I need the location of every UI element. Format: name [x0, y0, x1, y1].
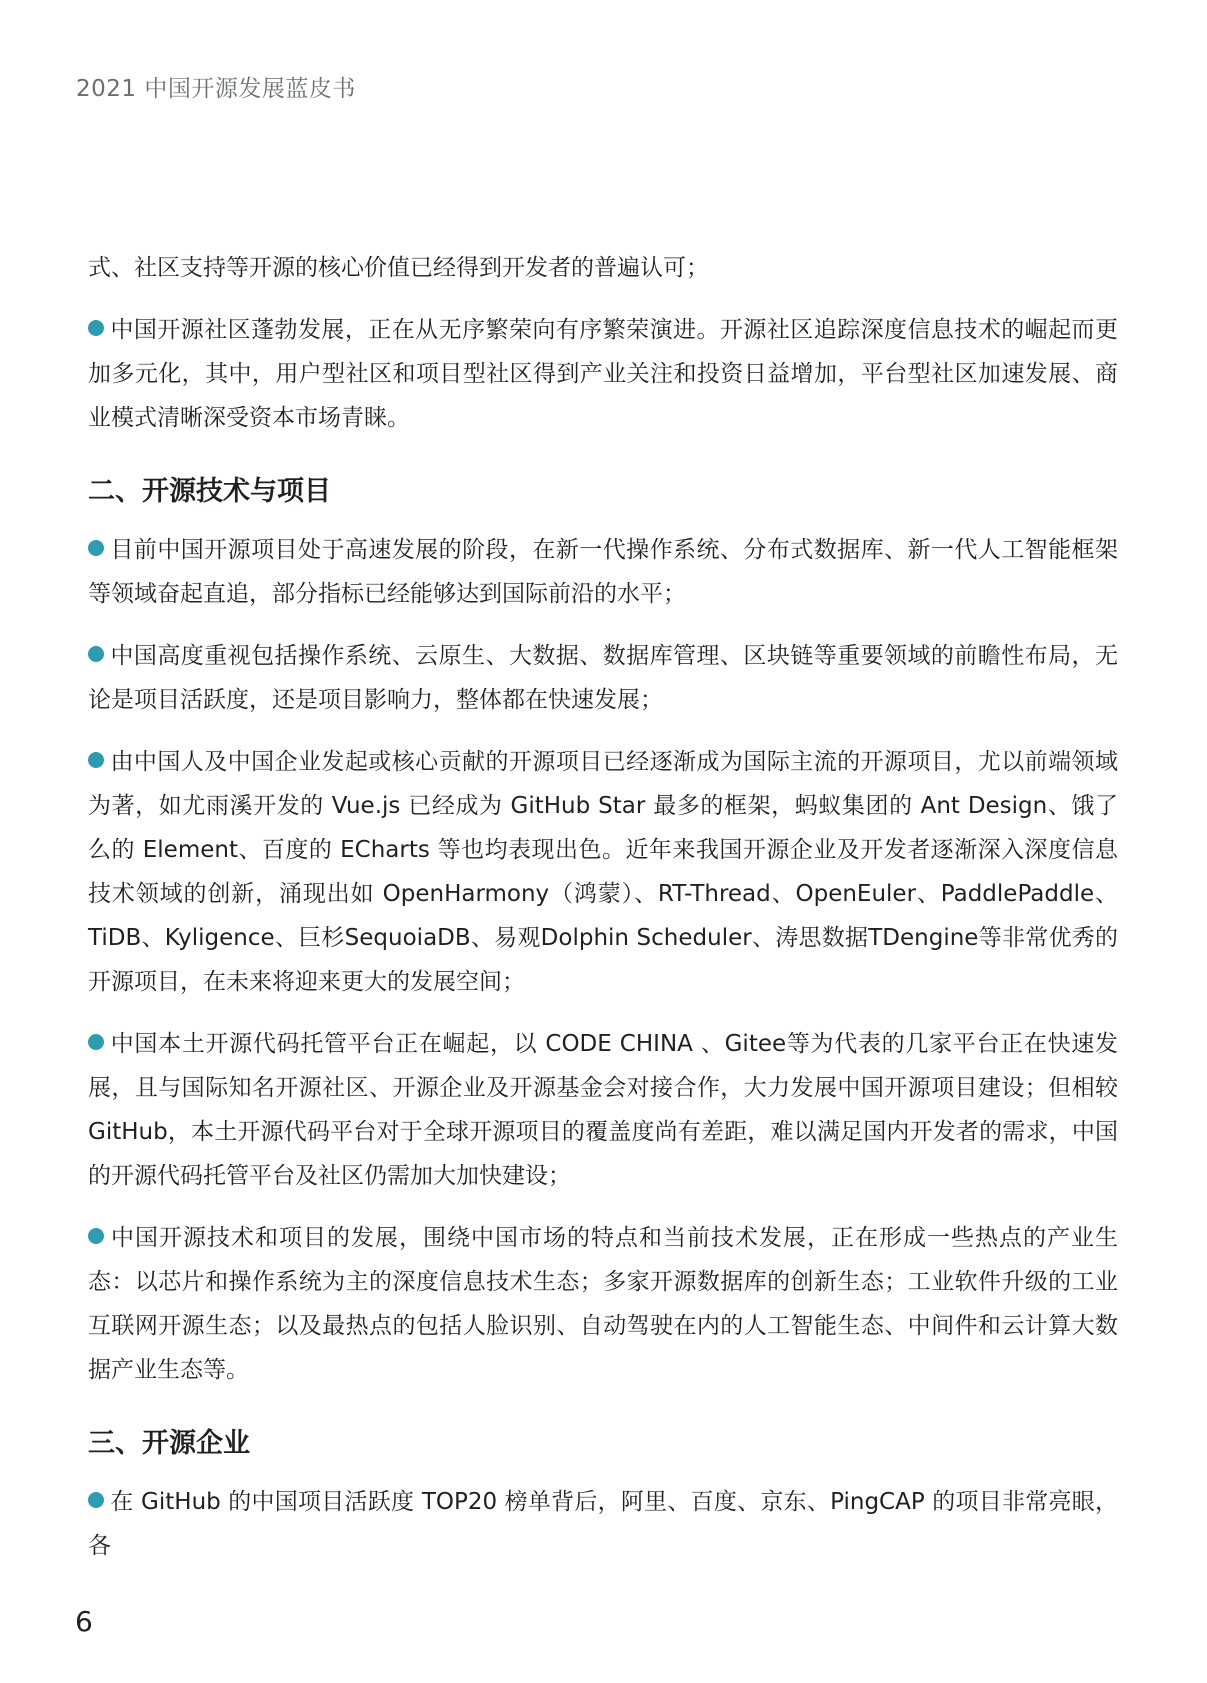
bullet-paragraph	[88, 308, 1118, 440]
bullet-dot-icon	[88, 1228, 104, 1244]
bullet-dot-icon	[88, 1034, 104, 1050]
page-body	[88, 246, 1118, 1586]
paragraph-text: 中国高度重视包括操作系统、云原生、大数据、数据库管理、区块链等重要领域的前瞻性布局，无论是项目活跃度，还是项目影响力，整体都在快速发展；	[88, 643, 1118, 713]
bullet-dot-icon	[88, 646, 104, 662]
bullet-dot-icon	[88, 540, 104, 556]
bullet-paragraph	[88, 528, 1118, 616]
section-heading: 二、开源技术与项目	[88, 476, 331, 507]
paragraph-text: 由中国人及中国企业发起或核心贡献的开源项目已经逐渐成为国际主流的开源项目，尤以前端领域为著，如尤雨溪开发的 Vue.js 已经成为 GitHub Star 最多的框架，蚂蚁集团的 Ant Design、饿了么的 Element、百度的 ECharts 等也均表现出色。近年来我国开源企业及开发者逐渐深入深度信息技术领域的创新，涌现出如 OpenHarmony（鸿蒙）、RT-Thread、OpenEuler、PaddlePaddle、TiDB、Kyligence、巨杉SequoiaDB、易观Dolphin Scheduler、涛思数据TDengine等非常优秀的开源项目，在未来将迎来更大的发展空间；	[88, 749, 1118, 995]
bullet-dot-icon	[88, 1492, 104, 1508]
bullet-paragraph	[88, 1216, 1118, 1392]
paragraph-text: 在 GitHub 的中国项目活跃度 TOP20 榜单背后，阿里、百度、京东、PingCAP 的项目非常亮眼，各	[88, 1489, 1118, 1559]
paragraph-text: 中国本土开源代码托管平台正在崛起，以 CODE CHINA 、Gitee等为代表的几家平台正在快速发展，且与国际知名开源社区、开源企业及开源基金会对接合作，大力发展中国开源项目建设；但相较GitHub，本土开源代码平台对于全球开源项目的覆盖度尚有差距，难以满足国内开发者的需求，中国的开源代码托管平台及社区仍需加大加快建设；	[88, 1031, 1118, 1189]
paragraph-text: 目前中国开源项目处于高速发展的阶段，在新一代操作系统、分布式数据库、新一代人工智能框架等领域奋起直追，部分指标已经能够达到国际前沿的水平；	[88, 537, 1118, 607]
paragraph-text: 中国开源技术和项目的发展，围绕中国市场的特点和当前技术发展，正在形成一些热点的产业生态：以芯片和操作系统为主的深度信息技术生态；多家开源数据库的创新生态；工业软件升级的工业互联网开源生态；以及最热点的包括人脸识别、自动驾驶在内的人工智能生态、中间件和云计算大数据产业生态等。	[88, 1225, 1118, 1383]
running-header: 2021 中国开源发展蓝皮书	[76, 76, 356, 102]
bullet-paragraph	[88, 740, 1118, 1004]
paragraph-text: 式、社区支持等开源的核心价值已经得到开发者的普遍认可；	[88, 255, 709, 281]
bullet-dot-icon	[88, 752, 104, 768]
section-heading: 三、开源企业	[88, 1428, 250, 1459]
paragraph-text: 中国开源社区蓬勃发展，正在从无序繁荣向有序繁荣演进。开源社区追踪深度信息技术的崛起而更加多元化，其中，用户型社区和项目型社区得到产业关注和投资日益增加，平台型社区加速发展、商业模式清晰深受资本市场青睐。	[88, 317, 1118, 431]
paragraph-continued	[88, 246, 1118, 290]
bullet-paragraph	[88, 1022, 1118, 1198]
bullet-dot-icon	[88, 320, 104, 336]
page-number: 6	[75, 1605, 93, 1638]
bullet-paragraph	[88, 1480, 1118, 1568]
bullet-paragraph	[88, 634, 1118, 722]
